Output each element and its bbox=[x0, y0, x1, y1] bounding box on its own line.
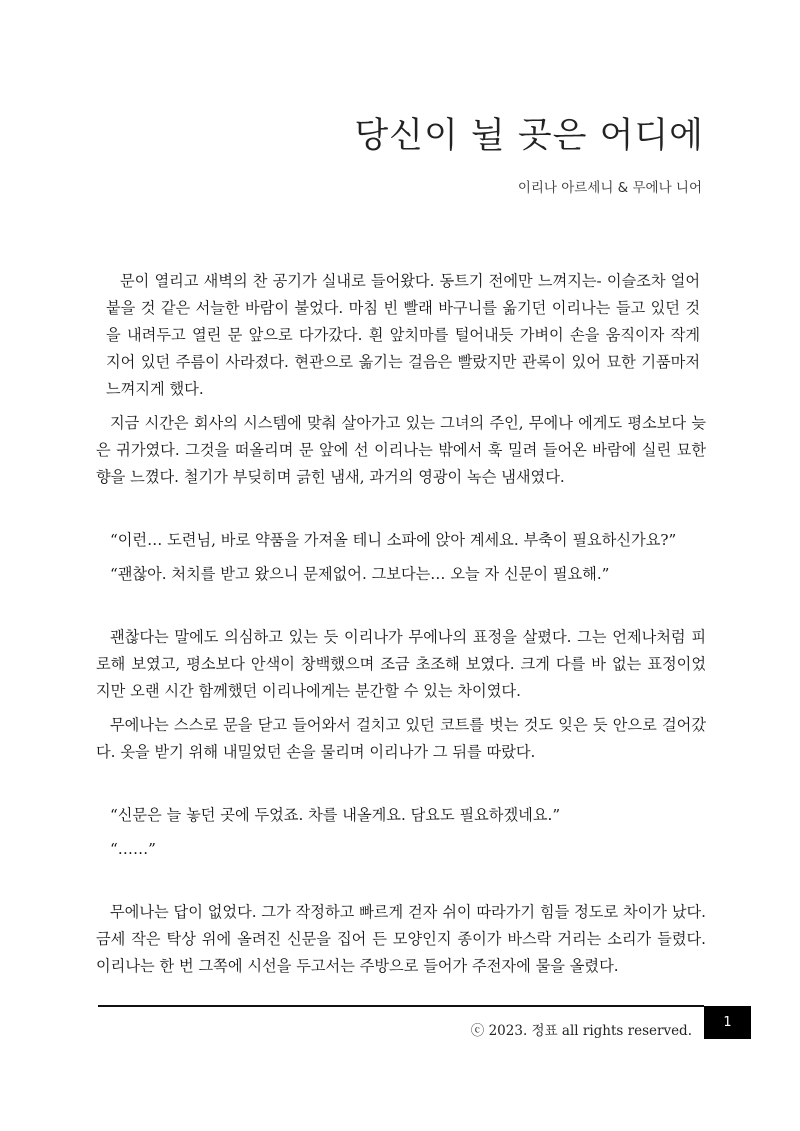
dialogue-3: “신문은 늘 놓던 곳에 두었죠. 차를 내올게요. 담요도 필요하겠네요.” bbox=[110, 806, 561, 824]
document-authors: 이리나 아르세니 & 무에나 니어 bbox=[517, 180, 702, 196]
dialogue-2: “괜찮아. 처치를 받고 왔으니 문제없어. 그보다는… 오늘 자 신문이 필요해.” bbox=[110, 565, 610, 583]
dialogue-1: “이런… 도련님, 바로 약품을 가져올 테니 소파에 앉아 계세요. 부축이 필요하신가요?” bbox=[110, 531, 677, 549]
paragraph-3: 괜찮다는 말에도 의심하고 있는 듯 이리나가 무에나의 표정을 살폈다. 그는 언제나처럼 피로해 보였고, 평소보다 안색이 창백했으며 조금 초조해 보였다. 크게 다를 바 없는 표정이었지만 오랜 시간 함께했던 이리나에게는 분간할 수 있는 차이였다. bbox=[96, 628, 706, 700]
document-title: 당신이 뉠 곳은 어디에 bbox=[354, 116, 704, 156]
paragraph-2: 지금 시간은 회사의 시스템에 맞춰 살아가고 있는 그녀의 주인, 무에나 에게도 평소보다 늦은 귀가였다. 그것을 떠올리며 문 앞에 선 이리나는 밖에서 훅 밀려 들어온 바람에 실린 묘한 향을 느꼈다. 철기가 부딪히며 긁힌 냄새, 과거의 영광이 녹슨 냄새였다. bbox=[96, 414, 706, 486]
paragraph-4: 무에나는 스스로 문을 닫고 들어와서 걸치고 있던 코트를 벗는 것도 잊은 듯 안으로 걸어갔다. 옷을 받기 위해 내밀었던 손을 물리며 이리나가 그 뒤를 따랐다. bbox=[96, 716, 706, 761]
paragraph-1: 문이 열리고 새벽의 찬 공기가 실내로 들어왔다. 동트기 전에만 느껴지는- 이슬조차 얼어붙을 것 같은 서늘한 바람이 불었다. 마침 빈 빨래 바구니를 옮기던 이리나는 들고 있던 것을 내려두고 열린 문 앞으로 다가갔다. 흰 앞치마를 털어내듯 가벼이 손을 움직이자 작게 지어 있던 주름이 사라졌다. 현관으로 옮기는 걸음은 빨랐지만 관록이 있어 묘한 기품마저 느껴지게 했다. bbox=[106, 272, 700, 398]
page-number-box bbox=[704, 1006, 751, 1039]
paragraph-5: 무에나는 답이 없었다. 그가 작정하고 빠르게 걷자 쉬이 따라가기 힘들 정도로 차이가 났다. 금세 작은 탁상 위에 올려진 신문을 집어 든 모양인지 종이가 바스락 거리는 소리가 들렸다. 이리나는 한 번 그쪽에 시선을 두고서는 주방으로 들어가 주전자에 물을 올렸다. bbox=[96, 903, 706, 975]
document-body bbox=[96, 268, 706, 980]
footer-divider bbox=[98, 1005, 704, 1007]
dialogue-4: “……” bbox=[110, 840, 156, 858]
page-number: 1 bbox=[723, 1015, 732, 1030]
copyright-notice: ⓒ 2023. 정표 all rights reserved. bbox=[470, 1023, 692, 1039]
